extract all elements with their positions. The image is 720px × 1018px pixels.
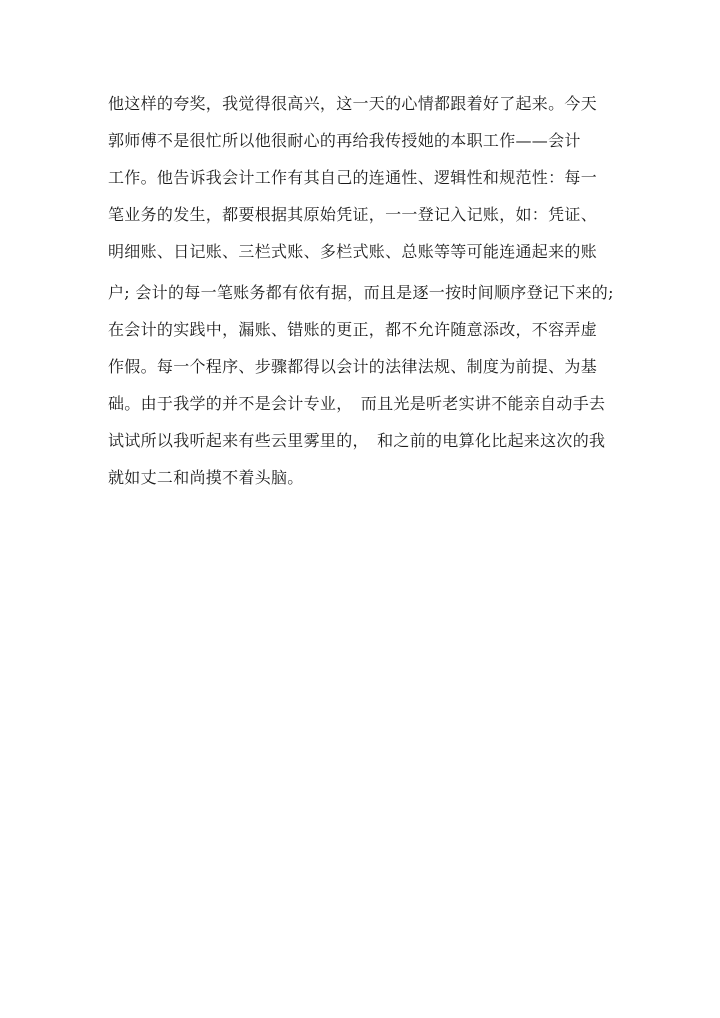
text-line-6: 户; 会计的每一笔账务都有依有据，而且是逐一按时间顺序登记下来的; [108, 283, 614, 302]
text-line-3: 工作。他告诉我会计工作有其自己的连通性、逻辑性和规范性：每一 [108, 168, 598, 187]
text-line-2: 郭师傅不是很忙所以他很耐心的再给我传授她的本职工作——会计 [108, 131, 581, 150]
text-line-8: 作假。每一个程序、步骤都得以会计的法律法规、制度为前提、为基 [108, 357, 598, 376]
text-line-7: 在会计的实践中，漏账、错账的更正，都不允许随意添改，不容弄虚 [108, 320, 598, 339]
text-line-9: 础。由于我学的并不是会计专业， 而且光是听老实讲不能亲自动手去 [108, 394, 606, 413]
text-line-1: 他这样的夸奖，我觉得很高兴，这一天的心情都跟着好了起来。今天 [108, 94, 598, 113]
text-line-4: 笔业务的发生，都要根据其原始凭证，一一登记入记账，如：凭证、 [108, 205, 598, 224]
text-line-10: 试试所以我听起来有些云里雾里的， 和之前的电算化比起来这次的我 [108, 431, 606, 450]
text-line-11: 就如丈二和尚摸不着头脑。 [108, 468, 304, 487]
text-line-5: 明细账、日记账、三栏式账、多栏式账、总账等等可能连通起来的账 [108, 242, 598, 261]
